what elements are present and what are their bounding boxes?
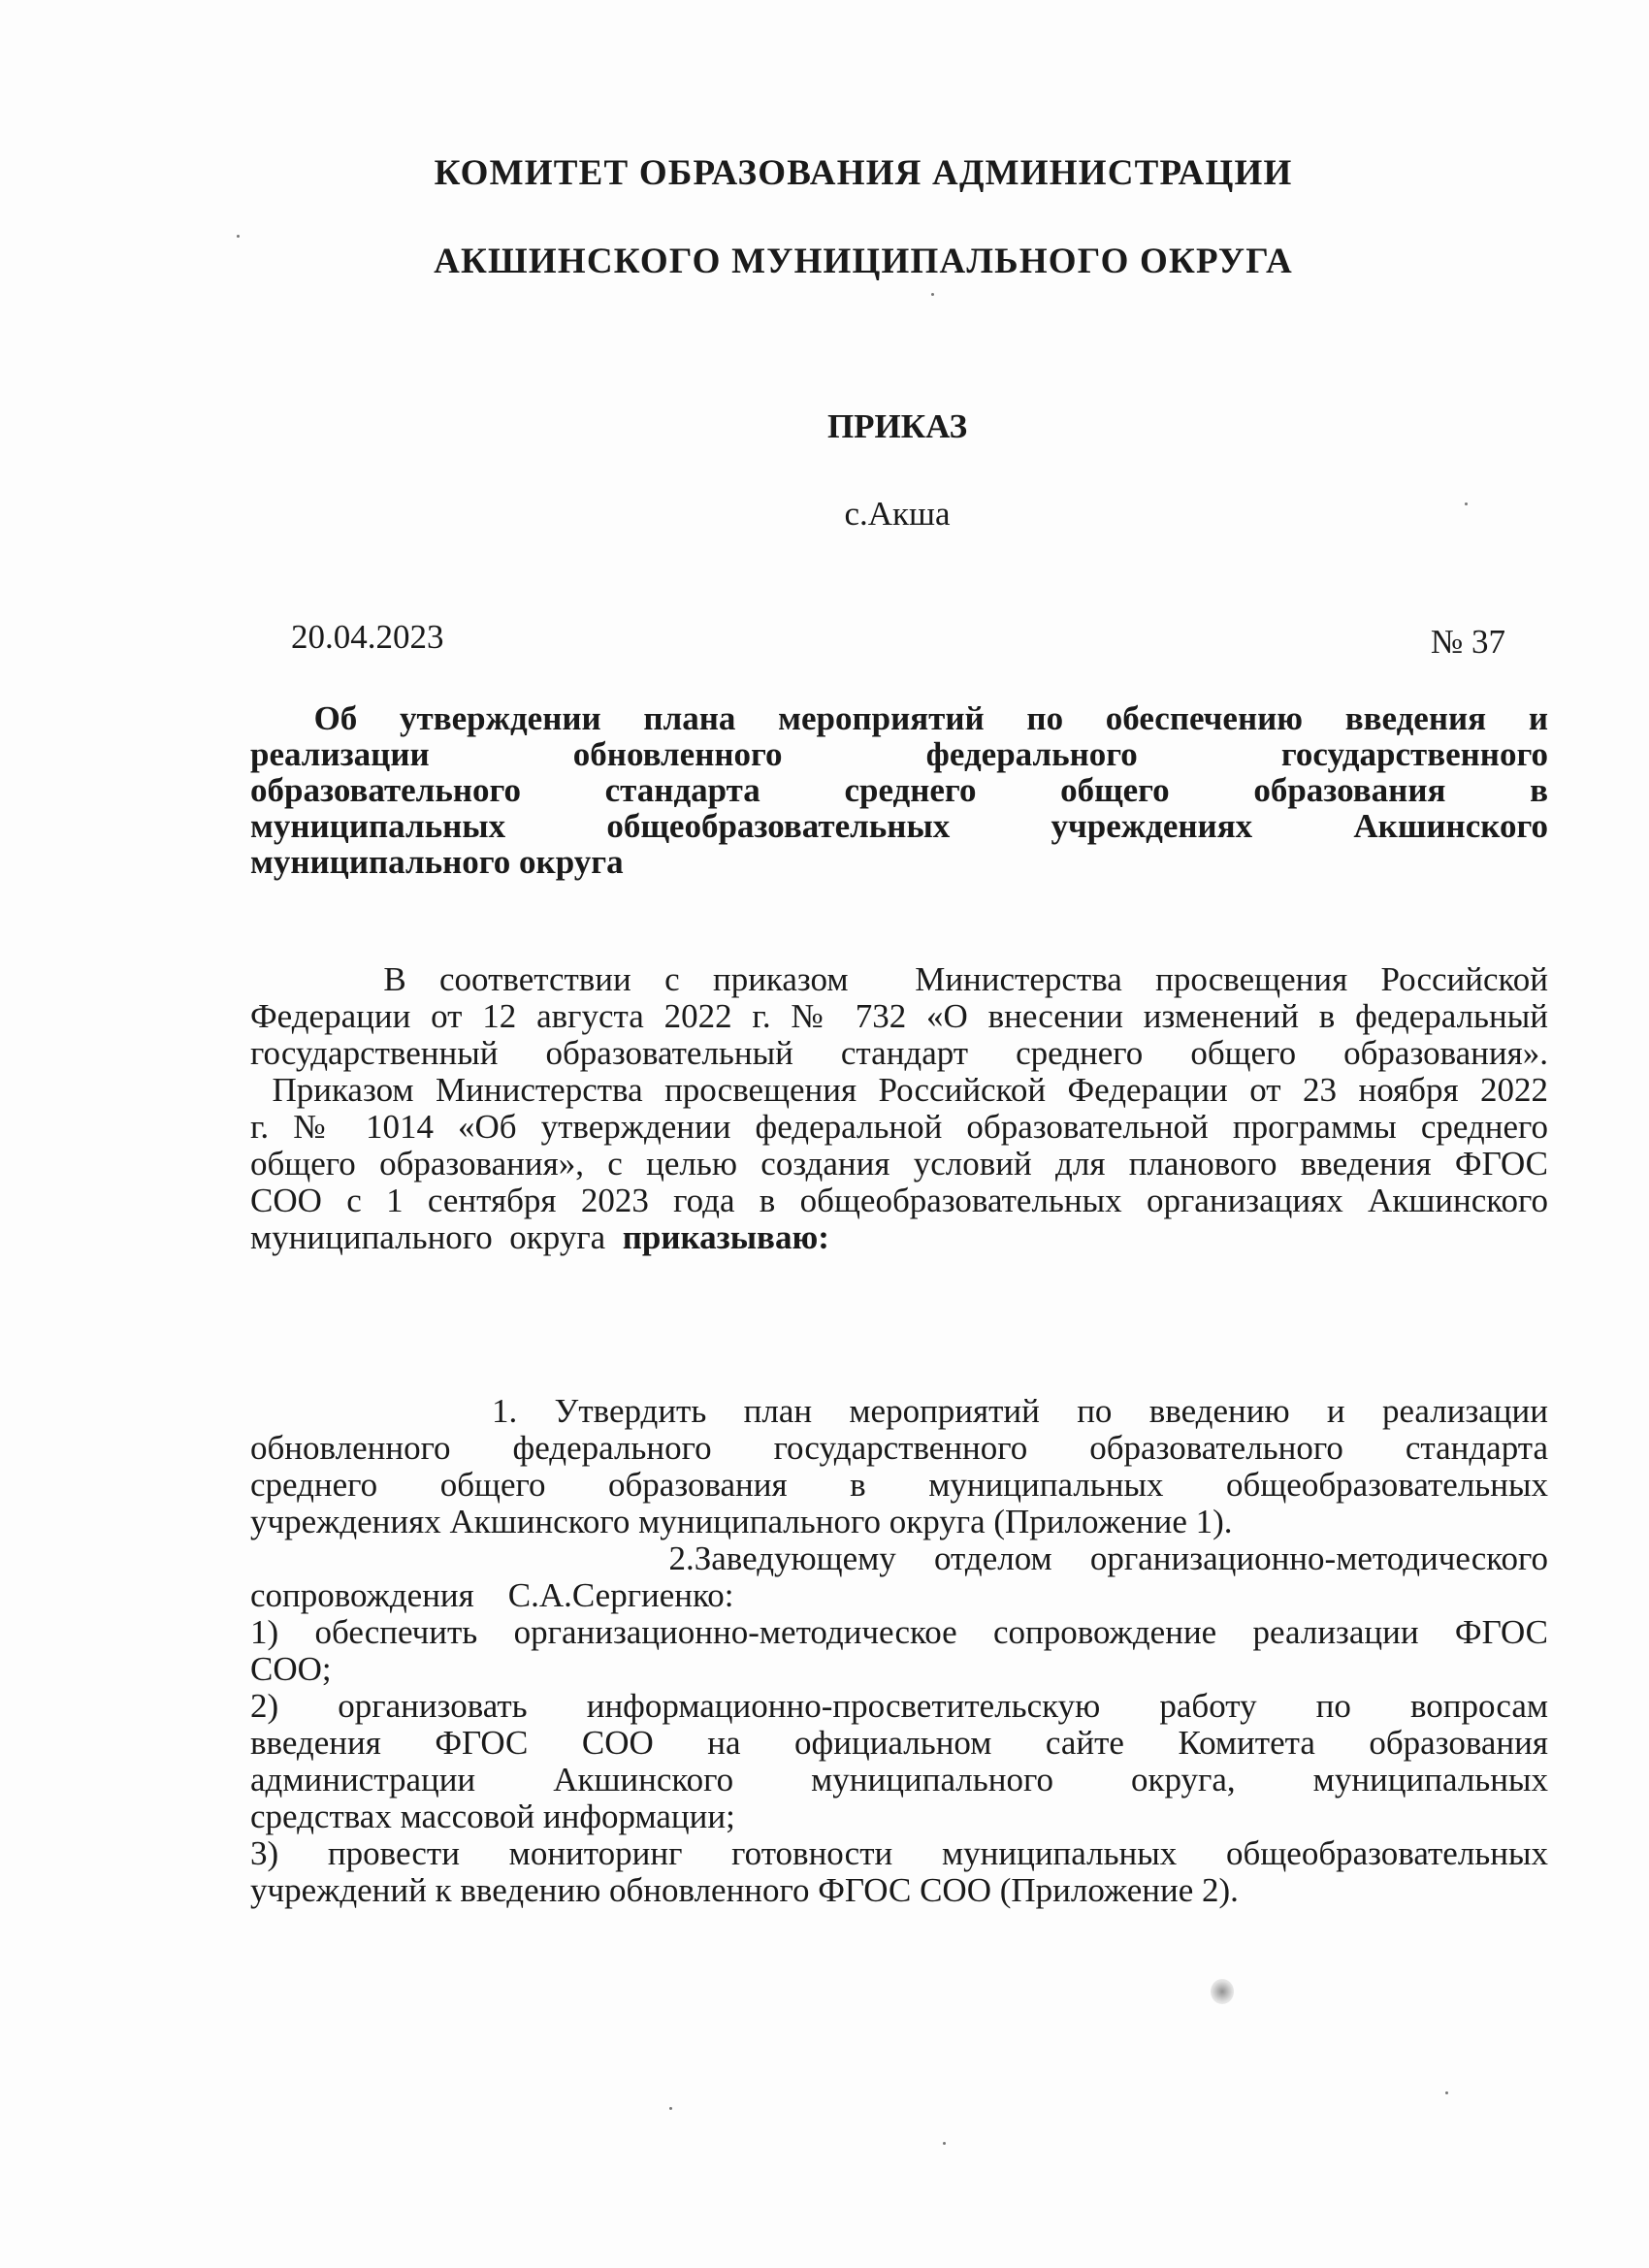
item-line: 1. Утвердить план мероприятий по введению и реализации (250, 1392, 1548, 1430)
item-line: 3) провести мониторинг готовности муниципальных общеобразовательных (250, 1834, 1548, 1872)
item-line: среднего общего образования в муниципальных общеобразовательных (250, 1466, 1548, 1504)
sub-item-3 (250, 1835, 1548, 1909)
item-line: администрации Акшинского муниципального округа, муниципальных (250, 1761, 1548, 1798)
preamble-paragraph (250, 961, 1548, 1256)
scan-speck (1465, 502, 1468, 505)
item-line: сопровождения С.А.Сергиенко: (250, 1576, 734, 1614)
title-line: муниципальных общеобразовательных учреждениях Акшинского (250, 807, 1548, 845)
scan-speck (1445, 2091, 1448, 2094)
item-line: обновленного федерального государственного образовательного стандарта (250, 1429, 1548, 1467)
title-line: образовательного стандарта среднего общего образования в (250, 771, 1548, 809)
order-title (250, 700, 1548, 880)
preamble-line: СОО с 1 сентября 2023 года в общеобразовательных организациях Акшинского (250, 1182, 1548, 1219)
document-place: с.Акша (844, 495, 951, 533)
org-name-line-2: АКШИНСКОГО МУНИЦИПАЛЬНОГО ОКРУГА (434, 242, 1293, 281)
item-line: 2.Заведующему отделом организационно-методического (250, 1539, 1548, 1577)
sub-item-1 (250, 1614, 1548, 1688)
preamble-line: Федерации от 12 августа 2022 г. № 732 «О внесении изменений в федеральный (250, 997, 1548, 1035)
document-type: ПРИКАЗ (826, 407, 968, 445)
preamble-line: Приказом Министерства просвещения Российской Федерации от 23 ноября 2022 (250, 1071, 1548, 1109)
scan-speck (931, 293, 934, 296)
order-items (250, 1393, 1548, 1909)
sub-item-2 (250, 1688, 1548, 1835)
order-item-2 (250, 1540, 1548, 1614)
item-line: учреждениях Акшинского муниципального округа (Приложение 1). (250, 1503, 1233, 1540)
preamble-last-text: муниципального округа (250, 1218, 623, 1256)
preamble-line: государственный образовательный стандарт среднего общего образования». (250, 1034, 1548, 1072)
order-verb: приказываю: (622, 1218, 829, 1256)
title-line: Об утверждении плана мероприятий по обеспечению введения и (250, 699, 1548, 737)
org-name-line-1: КОМИТЕТ ОБРАЗОВАНИЯ АДМИНИСТРАЦИИ (434, 153, 1293, 193)
item-line: 1) обеспечить организационно-методическое сопровождение реализации ФГОС (250, 1613, 1548, 1651)
order-item-1 (250, 1393, 1548, 1540)
item-line: СОО; (250, 1650, 332, 1688)
scan-smudge (1211, 1979, 1234, 2004)
preamble-line: В соответствии с приказом Министерства просвещения Российской (250, 960, 1548, 998)
preamble-line: г. № 1014 «Об утверждении федеральной образовательной программы среднего (250, 1108, 1548, 1146)
document-date: 20.04.2023 (291, 618, 444, 656)
item-line: 2) организовать информационно-просветительскую работу по вопросам (250, 1687, 1548, 1725)
document-number: № 37 (1430, 623, 1505, 661)
scan-speck (669, 2107, 672, 2110)
title-line: муниципального округа (250, 843, 624, 881)
preamble-last-line (250, 1219, 1548, 1256)
scan-speck (237, 235, 240, 238)
item-line: введения ФГОС СОО на официальном сайте Комитета образования (250, 1724, 1548, 1762)
item-line: учреждений к введению обновленного ФГОС СОО (Приложение 2). (250, 1871, 1239, 1909)
preamble-line: общего образования», с целью создания условий для планового введения ФГОС (250, 1145, 1548, 1183)
scan-speck (943, 2142, 946, 2145)
title-line: реализации обновленного федерального государственного (250, 735, 1548, 773)
item-line: средствах массовой информации; (250, 1798, 735, 1835)
